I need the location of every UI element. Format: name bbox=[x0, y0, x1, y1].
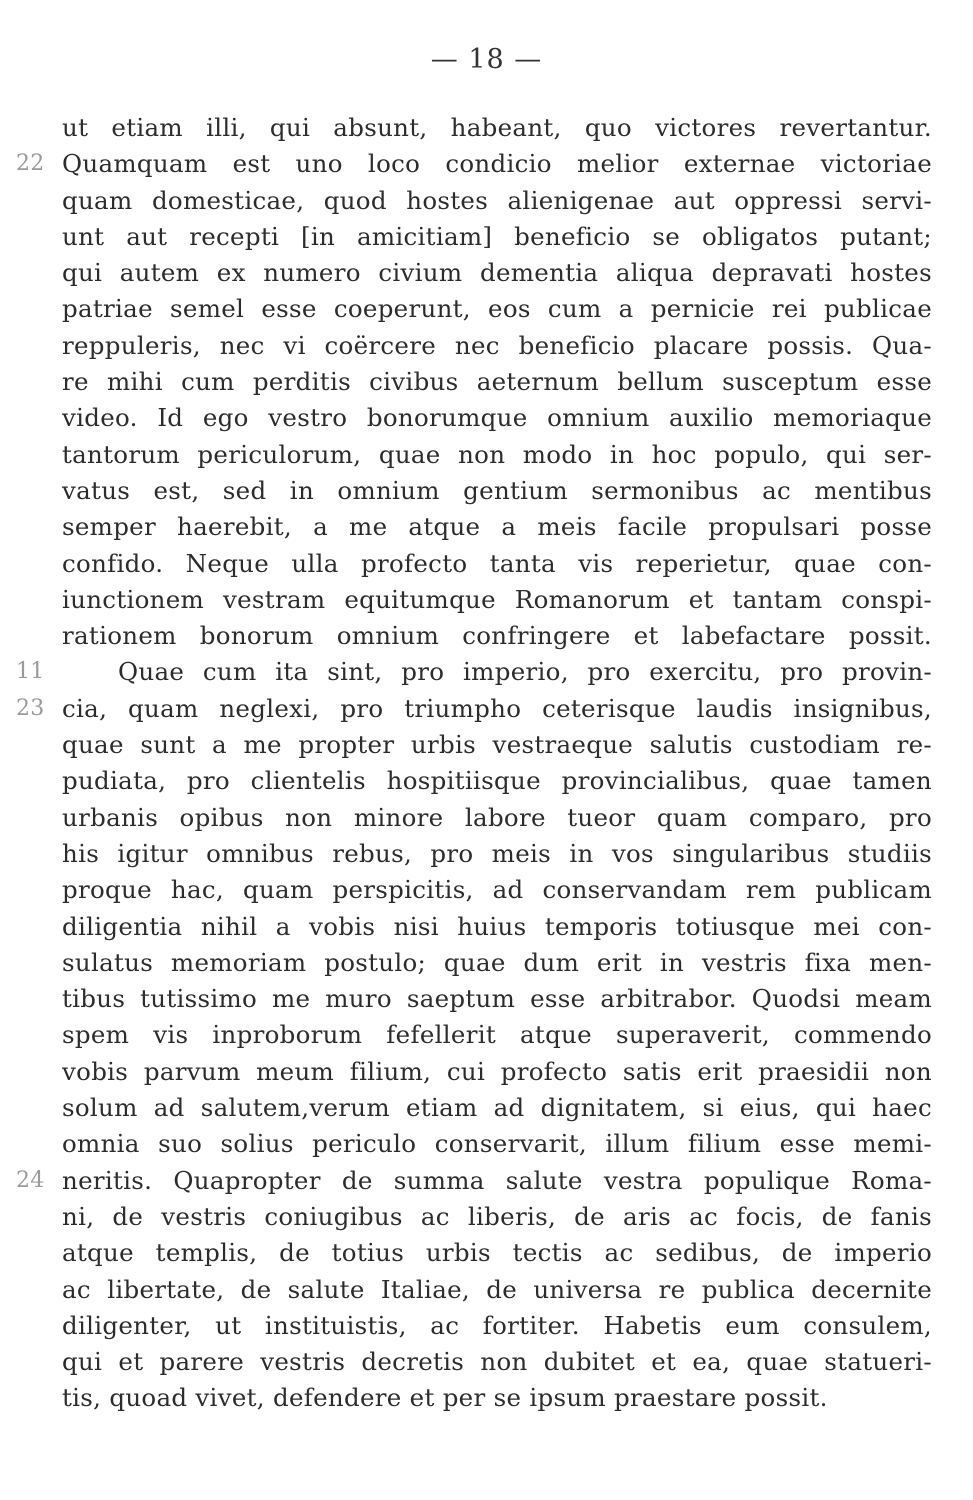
line-text: rationem bonorum omnium confringere et labefactare possit. bbox=[62, 621, 932, 651]
text-line bbox=[62, 1090, 932, 1126]
line-text: tantorum periculorum, quae non modo in hoc populo, qui ser- bbox=[62, 439, 932, 469]
line-text: patriae semel esse coeperunt, eos cum a pernicie rei publicae bbox=[62, 294, 932, 324]
text-line bbox=[62, 509, 932, 545]
page-number: — 18 — bbox=[430, 44, 543, 75]
line-text: diligentia nihil a vobis nisi huius temporis totiusque mei con- bbox=[62, 911, 932, 941]
line-text: video. Id ego vestro bonorumque omnium auxilio memoriaque bbox=[62, 403, 932, 433]
line-text: qui autem ex numero civium dementia aliqua depravati hostes bbox=[62, 258, 932, 288]
line-text: semper haerebit, a me atque a meis facile propulsari posse bbox=[62, 512, 932, 542]
text-line bbox=[62, 364, 932, 400]
line-text: solum ad salutem,verum etiam ad dignitatem, si eius, qui haec bbox=[62, 1093, 932, 1123]
text-line bbox=[62, 727, 932, 763]
text-line bbox=[62, 255, 932, 291]
text-line bbox=[62, 1017, 932, 1053]
line-text: ac libertate, de salute Italiae, de universa re publica decernite bbox=[62, 1274, 932, 1304]
text-line bbox=[62, 1272, 932, 1308]
line-text: tis, quoad vivet, defendere et per se ipsum praestare possit. bbox=[62, 1383, 828, 1413]
line-text: iunctionem vestram equitumque Romanorum et tantam conspi- bbox=[62, 584, 932, 614]
line-text: proque hac, quam perspicitis, ad conservandam rem publicam bbox=[62, 875, 932, 905]
text-line bbox=[62, 1054, 932, 1090]
margin-section-number: 24 bbox=[16, 1167, 45, 1193]
text-line bbox=[16, 146, 932, 182]
text-line bbox=[16, 1163, 932, 1199]
line-text: Quamquam est uno loco condicio melior externae victoriae bbox=[62, 149, 932, 179]
line-text: reppuleris, nec vi coërcere nec beneficio placare possis. Qua- bbox=[62, 330, 932, 360]
line-text: neritis. Quapropter de summa salute vestra populique Roma- bbox=[62, 1165, 932, 1195]
text-line bbox=[62, 546, 932, 582]
text-line bbox=[62, 1344, 932, 1380]
text-line bbox=[62, 328, 932, 364]
text-line bbox=[62, 800, 932, 836]
line-text: omnia suo solius periculo conservarit, illum filium esse memi- bbox=[62, 1129, 932, 1159]
text-line bbox=[62, 981, 932, 1017]
text-line bbox=[62, 183, 932, 219]
text-line bbox=[62, 400, 932, 436]
text-line bbox=[16, 691, 932, 727]
text-line bbox=[62, 1308, 932, 1344]
margin-section-number: 11 bbox=[16, 659, 45, 685]
text-line bbox=[62, 618, 932, 654]
text-line bbox=[62, 473, 932, 509]
text-line bbox=[62, 110, 932, 146]
line-text: quam domesticae, quod hostes alienigenae aut oppressi servi- bbox=[62, 185, 932, 215]
text-line bbox=[62, 1126, 932, 1162]
text-line bbox=[62, 836, 932, 872]
line-text: urbanis opibus non minore labore tueor quam comparo, pro bbox=[62, 802, 932, 832]
line-text: quae sunt a me propter urbis vestraeque salutis custodiam re- bbox=[62, 730, 932, 760]
line-text: vatus est, sed in omnium gentium sermonibus ac mentibus bbox=[62, 475, 932, 505]
text-line bbox=[62, 291, 932, 327]
text-line bbox=[62, 582, 932, 618]
text-line bbox=[62, 437, 932, 473]
line-text: unt aut recepti [in amicitiam] beneficio se obligatos putant; bbox=[62, 221, 932, 251]
text-line bbox=[62, 909, 932, 945]
line-text: sulatus memoriam postulo; quae dum erit in vestris fixa men- bbox=[62, 947, 932, 977]
text-line bbox=[62, 219, 932, 255]
text-line bbox=[62, 872, 932, 908]
margin-section-number: 23 bbox=[16, 695, 45, 721]
line-text: his igitur omnibus rebus, pro meis in vos singularibus studiis bbox=[62, 838, 932, 868]
line-text: cia, quam neglexi, pro triumpho ceterisque laudis insignibus, bbox=[62, 693, 932, 723]
body-text bbox=[16, 110, 932, 1417]
margin-section-number: 22 bbox=[16, 151, 45, 177]
line-text: qui et parere vestris decretis non dubitet et ea, quae statueri- bbox=[62, 1347, 932, 1377]
line-text: confido. Neque ulla profecto tanta vis reperietur, quae con- bbox=[62, 548, 932, 578]
text-line bbox=[62, 945, 932, 981]
text-line bbox=[62, 763, 932, 799]
line-text: diligenter, ut instituistis, ac fortiter. Habetis eum consulem, bbox=[62, 1310, 932, 1340]
line-text: pudiata, pro clientelis hospitiisque provincialibus, quae tamen bbox=[62, 766, 932, 796]
line-text: tibus tutissimo me muro saeptum esse arbitrabor. Quodsi meam bbox=[62, 984, 932, 1014]
text-line bbox=[62, 1199, 932, 1235]
line-text: Quae cum ita sint, pro imperio, pro exercitu, pro provin- bbox=[118, 657, 932, 687]
line-text: ni, de vestris coniugibus ac liberis, de aris ac focis, de fanis bbox=[62, 1201, 932, 1231]
line-text: atque templis, de totius urbis tectis ac sedibus, de imperio bbox=[62, 1238, 932, 1268]
line-text: ut etiam illi, qui absunt, habeant, quo victores revertantur. bbox=[62, 113, 932, 142]
text-line bbox=[16, 654, 932, 690]
line-text: re mihi cum perditis civibus aeternum bellum susceptum esse bbox=[62, 367, 932, 397]
text-line bbox=[62, 1235, 932, 1271]
text-line bbox=[62, 1380, 932, 1416]
line-text: vobis parvum meum filium, cui profecto satis erit praesidii non bbox=[62, 1056, 932, 1086]
line-text: spem vis inproborum fefellerit atque superaverit, commendo bbox=[62, 1020, 932, 1050]
